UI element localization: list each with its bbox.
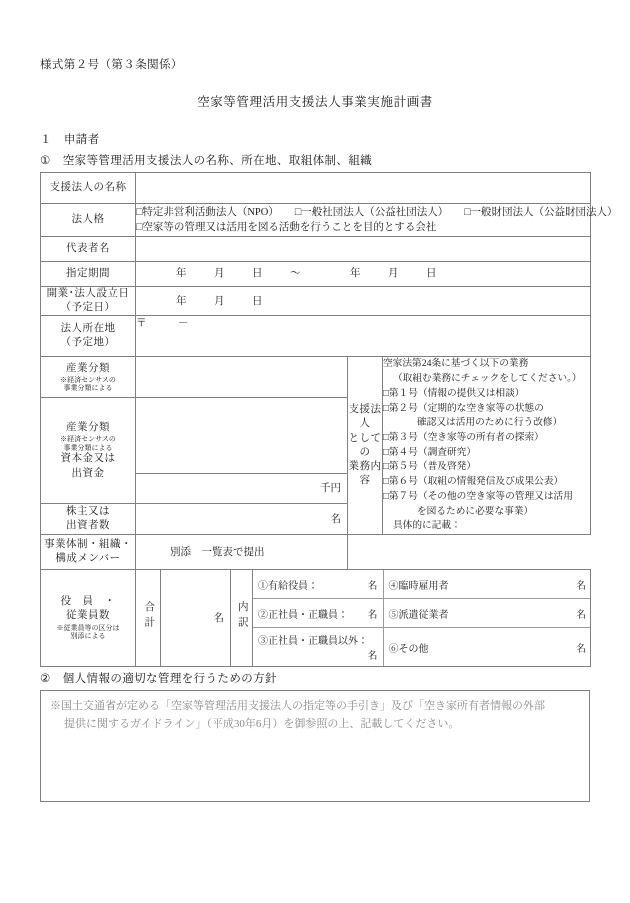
establishment-day: 日 [252,295,263,307]
input-industry-classification-1[interactable] [136,357,348,398]
privacy-policy-note [41,691,589,734]
employee-cell-dispatched[interactable] [383,599,591,628]
label-industry-classification-1: 産業分類 ※経済センサスの 事業分類による [41,357,136,398]
employee-row [253,570,591,599]
checkbox-business-item-5[interactable]: □第５号（普及啓発） [383,461,477,473]
row-industry-1 [41,357,591,398]
establishment-month: 月 [214,295,225,307]
label-corporation-address: 法人所在地 （予定地） [41,316,136,357]
checkbox-general-incorporated-association[interactable]: □一般社団法人（公益社団法人） [294,206,449,218]
period-start-month: 月 [214,268,225,280]
input-establishment-date[interactable] [136,287,591,316]
employee-unit-other: 名 [576,643,586,655]
employee-unit-regular: 名 [367,609,378,621]
period-tilde: ～ [290,268,301,280]
label-industry-classification-2-capital: 産業分類 ※経済センサスの 事業分類による 資本金又は 出資金 [41,398,136,504]
organization-value: 別添 一覧表で提出 [170,546,265,558]
section-1-heading [40,131,100,147]
business-content-cell [383,357,591,535]
row-representative-name [41,237,591,262]
privacy-note-line-1: ※国土交通省が定める「空家等管理活用支援法人の指定等の手引き」及び「空き家所有者情報の外部 [50,700,545,712]
checkbox-business-item-2[interactable]: □第２号（定期的な空き家等の状態の [383,402,544,414]
employee-label-temporary: ④臨時雇用者 [388,580,449,592]
checkbox-vacant-house-company[interactable]: □空家等の管理又は活用を図る活動を行うことを目的とする会社 [136,222,437,233]
label-organization: 事業体制・組織・ 構成メンバー [41,535,136,570]
form-number: 様式第２号（第３条関係） [40,59,183,71]
employees-breakdown-cell [253,570,591,667]
employee-label-other: ⑥その他 [388,643,429,655]
privacy-note-line-2: 提供に関するガイドライン」（平成30年6月）を御参照の上、記載してください。 [64,717,460,730]
employee-row [253,628,591,667]
row-legal-status [41,204,591,237]
input-corporation-address[interactable] [136,316,591,357]
employee-cell-non-regular[interactable] [253,628,383,667]
privacy-policy-box[interactable] [40,690,590,802]
document-title: 空家等管理活用支援法人事業実施計画書 [197,95,433,109]
label-employees-breakdown: 内訳 [231,570,253,667]
label-employees: 役 員 ・ 従業員数 ※従業員等の区分は 別添による [41,570,136,667]
input-organization[interactable] [136,535,348,570]
business-heading-1: 空家法第24条に基づく以下の業務 [383,358,529,370]
business-free-entry-label[interactable]: 具体的に記載： [393,520,461,532]
input-designation-period[interactable] [136,262,591,287]
label-establishment-date: 開業･法人設立日 （予定日） [41,287,136,316]
row-employees [41,570,591,667]
employee-unit-paid-officers: 名 [367,580,378,592]
legal-status-line-2 [136,220,590,235]
employee-unit-temporary: 名 [576,580,586,592]
period-end-day: 日 [426,268,437,280]
employees-breakdown-table [253,570,591,666]
employee-label-paid-officers: ①有給役員： [258,580,318,592]
period-start-year: 年 [176,268,187,280]
employee-cell-temporary[interactable] [383,570,591,599]
row-establishment-date [41,287,591,316]
section-1-number: １ [40,134,52,146]
business-item-7-cont: を図るために必要な事業） [417,505,534,517]
employee-cell-paid-officers[interactable] [253,570,383,599]
item-2-number: ② [40,673,51,685]
item-2-heading [40,670,277,686]
period-start-day: 日 [252,268,263,280]
checkbox-business-item-4[interactable]: □第４号（調査研究） [383,446,477,458]
input-corporation-name[interactable] [136,173,591,204]
employee-cell-regular[interactable] [253,599,383,628]
checkbox-business-item-7[interactable]: □第７号（その他の空き家等の管理又は活用 [383,490,573,502]
employee-label-regular: ②正社員・正職員： [258,609,348,621]
checkbox-business-item-3[interactable]: □第３号（空き家等の所有者の探索） [383,432,544,444]
establishment-date-line [136,290,590,313]
shareholders-unit: 名 [330,513,341,525]
employee-label-non-regular: ③正社員・正職員以外： [258,636,368,648]
label-shareholders: 株主又は 出資者数 [41,504,136,535]
employees-total-unit: 名 [213,612,224,624]
row-corporation-name [41,173,591,204]
item-1-label: 空家等管理活用支援法人の名称、所在地、取組体制、組織 [62,155,373,167]
employee-row [253,599,591,628]
business-item-2-cont: 確認又は活用のために行う改修） [417,417,563,429]
legal-status-options [136,204,618,237]
input-shareholders-count[interactable] [136,504,348,535]
input-employees-total[interactable] [161,570,231,667]
label-designation-period: 指定期間 [41,262,136,287]
business-heading-2: （取組む業務にチェックをしてください。） [393,373,582,385]
employee-unit-non-regular: 名 [367,651,378,663]
establishment-year: 年 [176,295,187,307]
label-employees-total: 合計 [136,570,161,667]
period-end-year: 年 [350,268,361,280]
postal-mark-icon: 〒 [136,318,147,330]
applicant-table [40,172,618,667]
employee-unit-dispatched: 名 [576,609,586,621]
checkbox-business-item-1[interactable]: □第１号（情報の提供又は相談） [383,387,525,399]
capital-unit: 千円 [320,482,341,494]
input-capital-amount[interactable] [136,473,348,504]
employee-label-dispatched: ⑤派遣従業者 [388,609,449,621]
item-1-heading [40,152,372,168]
label-legal-status: 法人格 [41,204,136,237]
designation-period-line [136,262,590,285]
checkbox-general-incorporated-foundation[interactable]: □一般財団法人（公益財団法人） [464,206,618,218]
label-corporation-name: 支援法人の名称 [41,173,136,204]
input-representative-name[interactable] [136,237,591,262]
label-business-content: 支援法人 としての 業務内容 [348,357,383,535]
row-corporation-address [41,316,591,357]
period-end-month: 月 [388,268,399,280]
postal-dash: － [177,318,189,330]
checkbox-business-item-6[interactable]: □第６号（取組の情報発信及び成果公表） [383,476,564,488]
legal-status-line-1 [136,205,618,220]
row-designation-period [41,262,591,287]
input-industry-classification-2[interactable] [136,398,348,473]
employee-cell-other[interactable] [383,628,591,667]
row-organization [41,535,591,570]
label-representative-name: 代表者名 [41,237,136,262]
section-1-label: 申請者 [63,134,100,146]
item-2-label: 個人情報の適切な管理を行うための方針 [62,673,277,685]
item-1-number: ① [40,155,51,167]
checkbox-npo[interactable]: □特定非営利活動法人（NPO） [136,206,279,218]
